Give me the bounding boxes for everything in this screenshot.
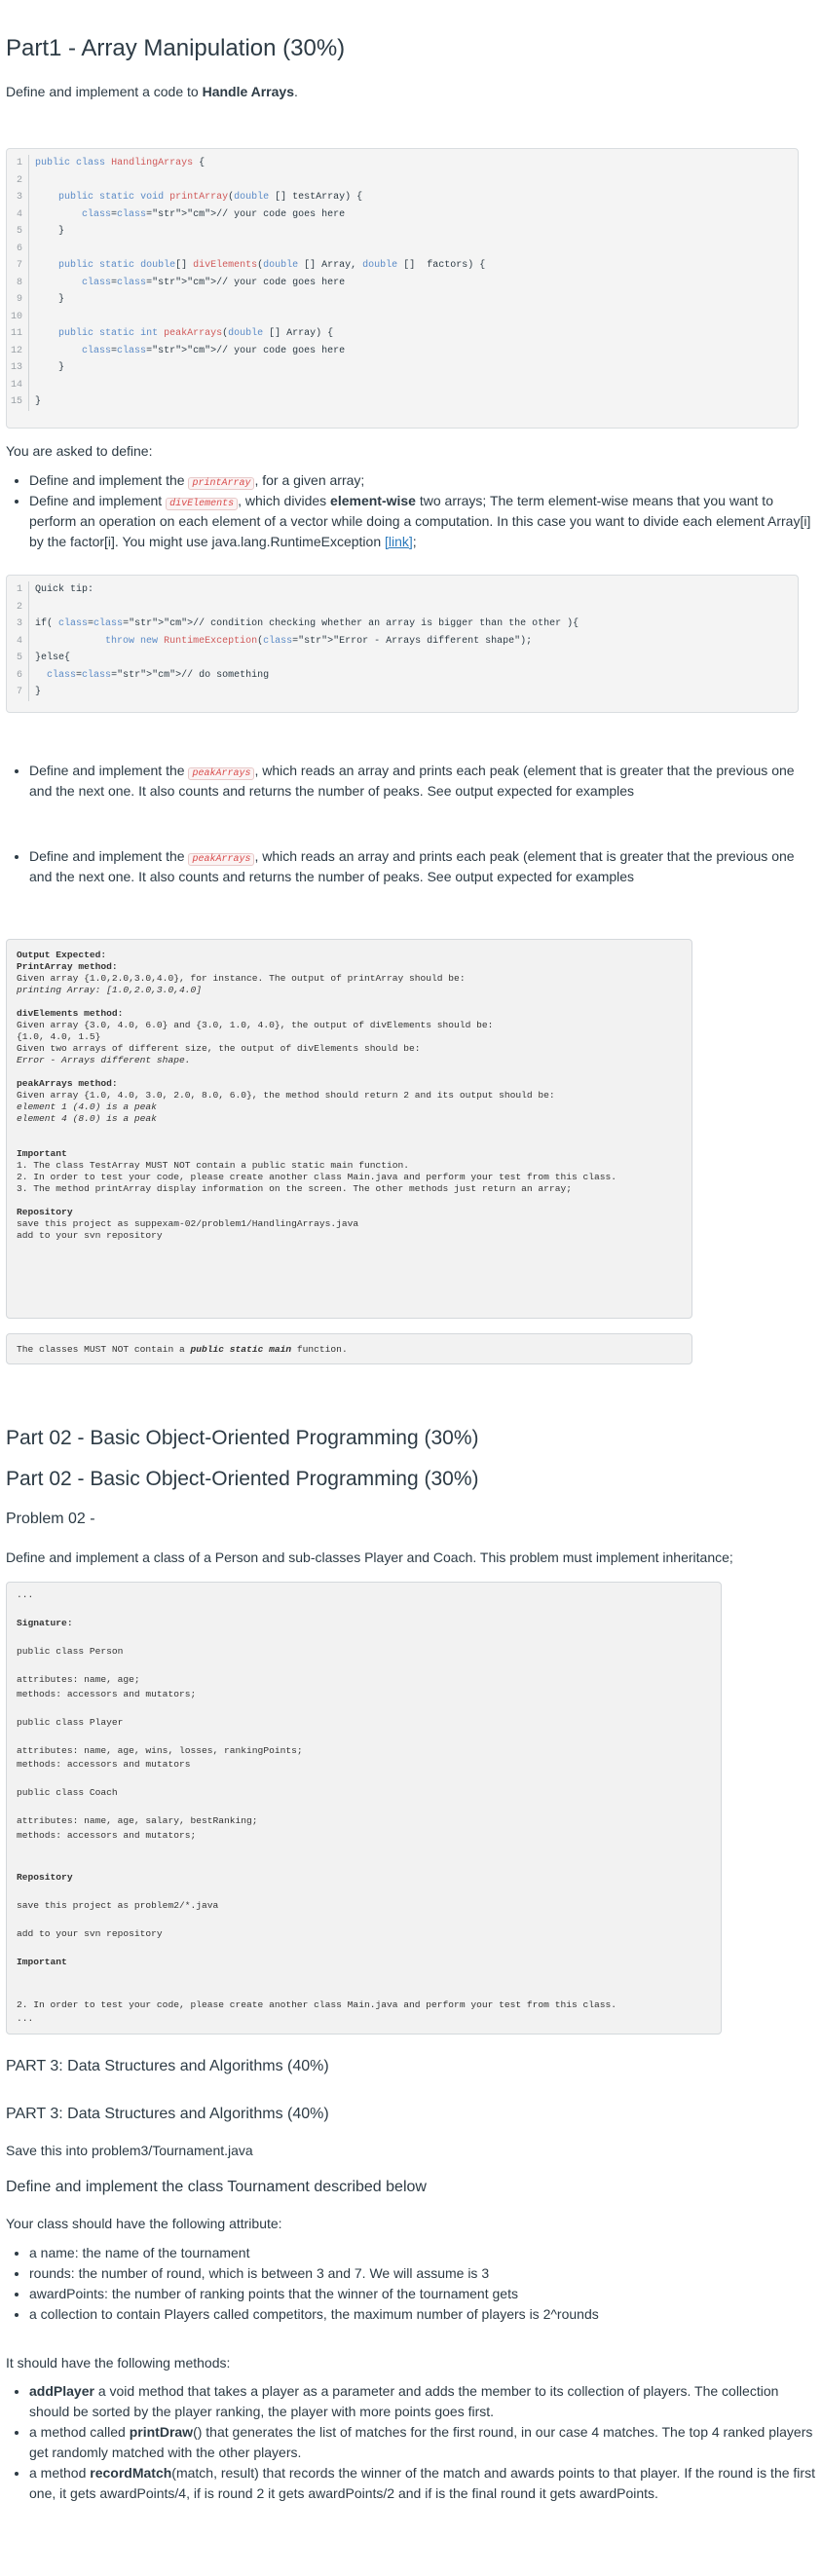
output-line: Error - Arrays different shape. — [17, 1055, 191, 1065]
output-line — [17, 1137, 682, 1148]
output-line — [17, 1914, 711, 1928]
code-text: } — [35, 226, 65, 238]
output-line: {1.0, 4.0, 1.5} — [17, 1031, 101, 1042]
line-number: 1 — [16, 584, 22, 596]
part2-desc: Define and implement a class of a Person and sub-classes Player and Coach. This problem must implement inheritance; — [6, 1549, 733, 1565]
code-text: } — [35, 687, 42, 698]
attribute-item: • rounds: the number of round, which is between 3 and 7. We will assume is 3 — [29, 2263, 818, 2284]
code-text: class=class="str">"cm">// do something — [47, 669, 270, 681]
code-line — [7, 275, 798, 292]
bullet-peak-1: • Define and implement the peakArrays , which reads an array and prints each peak (element that is greater that the previous one and the next one. It also counts and returns the number of peaks. See output expected for examples — [6, 761, 818, 802]
output-line — [17, 1843, 711, 1857]
method-record-match: • a method recordMatch(match, result) that records the winner of the match and awards points to that player. If the round is the first one, it gets awardPoints/4, if is round 2 it gets awardPoints/2 and if is the final round it gets awardPoints. — [29, 2463, 818, 2504]
part3-title-repeat: PART 3: Data Structures and Algorithms (40%) — [6, 2106, 329, 2122]
code-line — [7, 325, 798, 343]
line-number: 1 — [16, 158, 22, 169]
code-text: public static void printArray(double [] testArray) { — [58, 192, 363, 204]
attribute-item: • a collection to contain Players called competitors, the maximum number of players is 2^rounds — [29, 2304, 818, 2325]
code-line — [7, 633, 798, 651]
output-line: methods: accessors and mutators; — [17, 1829, 197, 1841]
attribute-item: • a name: the name of the tournament — [29, 2243, 818, 2263]
code-line — [7, 616, 798, 633]
line-number: 9 — [16, 294, 22, 306]
code-line — [7, 206, 798, 224]
code-line — [7, 223, 798, 241]
bullet-div-elements: • Define and implement divElements , which divides element-wise two arrays; The term element-wise means that you want to perform an operation on each element of a vector while doing a computation. In this case you want to divide each element Array[i] by the factor[i]. You might use java.lang.RuntimeException [link]; — [29, 491, 818, 552]
output-line: printing Array: [1.0,2.0,3.0,4.0] — [17, 985, 202, 995]
output-line — [17, 1195, 682, 1207]
output-line: 1. The class TestArray MUST NOT contain a public static main function. — [17, 1160, 410, 1171]
output-line: element 4 (8.0) is a peak — [17, 1113, 157, 1124]
output-line — [17, 1066, 682, 1078]
part1-code-box — [6, 148, 799, 429]
method-list — [6, 2381, 818, 2504]
line-number: 15 — [10, 396, 22, 408]
part1-title: Part1 - Array Manipulation (30%) — [6, 35, 346, 61]
output-line — [17, 1773, 711, 1787]
code-line — [7, 581, 798, 599]
code-text: public class HandlingArrays { — [35, 158, 206, 169]
line-number: 2 — [16, 174, 22, 186]
output-line — [17, 1984, 711, 1998]
output-line: attributes: name, age; — [17, 1674, 140, 1685]
line-number: 14 — [10, 379, 22, 391]
output-line — [17, 1660, 711, 1674]
code-block — [7, 155, 798, 411]
code-text: }else{ — [35, 653, 71, 664]
output-line: save this project as suppexam-02/problem1/HandlingArrays.java — [17, 1218, 359, 1229]
method-add-player: • addPlayer a void method that takes a player as a parameter and adds the member to its collection of players. The collection should be sorted by the player ranking, the player with more points goes first. — [29, 2381, 818, 2422]
code-text: throw new RuntimeException(class="str">"Error - Arrays different shape"); — [105, 635, 533, 647]
output-line: Given array {1.0,2.0,3.0,4.0}, for instance. The output of printArray should be: — [17, 973, 466, 984]
line-number: 11 — [10, 328, 22, 340]
problem-label: Problem 02 - — [6, 1511, 95, 1527]
output-line: attributes: name, age, wins, losses, rankingPoints; — [17, 1744, 303, 1756]
output-line: 3. The method printArray display information on the screen. The other methods just return an array; — [17, 1183, 572, 1194]
line-number: 7 — [16, 687, 22, 698]
output-line: Important — [17, 1148, 67, 1159]
code-text: } — [35, 396, 42, 408]
output-line: ... — [17, 2013, 34, 2024]
code-text: Quick tip: — [35, 584, 94, 596]
output-line: add to your svn repository — [17, 1230, 163, 1241]
code-text: class=class="str">"cm">// your code goes here — [82, 208, 346, 220]
runtime-exception-link[interactable]: [link] — [385, 534, 413, 549]
code-text: public static int peakArrays(double [] Array) { — [58, 328, 334, 340]
output-line — [17, 1885, 711, 1900]
output-line — [17, 1857, 711, 1872]
asked-text: You are asked to define: — [6, 443, 153, 459]
code-text: } — [35, 362, 65, 374]
code-text: if( class=class="str">"cm">// condition checking whether an array is bigger than the other ){ — [35, 618, 579, 630]
output-line: Output Expected: — [17, 950, 107, 960]
part2-title-repeat: Part 02 - Basic Object-Oriented Programming (30%) — [6, 1468, 479, 1490]
part1-bullets — [6, 470, 818, 552]
output-line: public class Person — [17, 1646, 124, 1657]
output-line: Repository — [17, 1872, 73, 1883]
signature-box — [6, 1582, 722, 2035]
output-line: Important — [17, 1957, 67, 1967]
line-number: 4 — [16, 208, 22, 220]
line-number: 10 — [10, 311, 22, 322]
code-text: } — [35, 294, 65, 306]
attribute-list — [6, 2243, 818, 2325]
save-instruction: Save this into problem3/Tournament.java — [6, 2143, 253, 2158]
output-line: Given two arrays of different size, the output of divElements should be: — [17, 1043, 421, 1054]
line-number: 2 — [16, 601, 22, 613]
code-line — [7, 377, 798, 394]
code-line — [7, 155, 798, 172]
output-line: Given array {3.0, 4.0, 6.0} and {3.0, 1.0, 4.0}, the output of divElements should be: — [17, 1020, 494, 1030]
line-number: 12 — [10, 345, 22, 356]
code-line — [7, 684, 798, 701]
line-number: 7 — [16, 260, 22, 272]
output-line: attributes: name, age, salary, bestRanking; — [17, 1815, 258, 1826]
attribute-item: • awardPoints: the number of ranking points that the winner of the tournament gets — [29, 2284, 818, 2304]
code-line — [7, 393, 798, 411]
output-line: PrintArray method: — [17, 961, 118, 972]
line-number: 3 — [16, 192, 22, 204]
output-line: element 1 (4.0) is a peak — [17, 1101, 157, 1112]
code-line — [7, 599, 798, 616]
output-line — [17, 1942, 711, 1957]
line-number: 5 — [16, 653, 22, 664]
output-line: 2. In order to test your code, please create another class Main.java and perform your test from this class. — [17, 1998, 617, 2010]
code-line — [7, 309, 798, 326]
code-printArray: printArray — [188, 477, 254, 490]
line-number: 5 — [16, 226, 22, 238]
method-print-draw: • a method called printDraw() that generates the list of matches for the first round, in our case 4 matches. The top 4 ranked players get randomly matched with the other players. — [29, 2422, 818, 2463]
code-line — [7, 650, 798, 667]
output-line — [17, 1730, 711, 1744]
output-line: Given array {1.0, 4.0, 3.0, 2.0, 8.0, 6.0}, the method should return 2 and its output should be: — [17, 1090, 555, 1101]
output-line: ... — [17, 1589, 34, 1600]
quick-tip-box — [6, 575, 799, 713]
code-line — [7, 343, 798, 360]
code-block — [7, 581, 798, 701]
line-number: 3 — [16, 618, 22, 630]
code-peakArrays: peakArrays — [188, 853, 254, 866]
output-line: divElements method: — [17, 1008, 124, 1019]
output-line — [17, 996, 682, 1008]
code-text: class=class="str">"cm">// your code goes here — [82, 277, 346, 288]
line-number: 6 — [16, 669, 22, 681]
code-peakArrays: peakArrays — [188, 767, 254, 780]
output-line: public class Coach — [17, 1787, 118, 1798]
line-number: 8 — [16, 277, 22, 288]
part1-intro: Define and implement a code to Handle Arrays. — [6, 84, 298, 99]
code-line — [7, 241, 798, 258]
code-line — [7, 172, 798, 190]
output-line — [17, 1603, 711, 1618]
output-line: 2. In order to test your code, please create another class Main.java and perform your test from this class. — [17, 1172, 617, 1182]
attr-intro: Your class should have the following attribute: — [6, 2216, 282, 2231]
output-line — [17, 1970, 711, 1985]
output-line — [17, 1125, 682, 1137]
output-line: peakArrays method: — [17, 1078, 118, 1089]
code-line — [7, 189, 798, 206]
bullet-peak-2: • Define and implement the peakArrays , which reads an array and prints each peak (element that is greater that the previous one and the next one. It also counts and returns the number of peaks. See output expected for examples — [6, 846, 818, 887]
methods-intro: It should have the following methods: — [6, 2355, 231, 2371]
tournament-heading: Define and implement the class Tournament described below — [6, 2179, 427, 2195]
main-function-note: The classes MUST NOT contain a public static main function. — [6, 1333, 692, 1364]
code-line — [7, 257, 798, 275]
part3-title: PART 3: Data Structures and Algorithms (40%) — [6, 2058, 329, 2074]
part2-title: Part 02 - Basic Object-Oriented Programming (30%) — [6, 1427, 479, 1449]
output-line: methods: accessors and mutators; — [17, 1688, 197, 1699]
output-line: add to your svn repository — [17, 1928, 163, 1939]
output-line: Repository — [17, 1207, 73, 1217]
output-line — [17, 1701, 711, 1716]
output-line: save this project as problem2/*.java — [17, 1900, 219, 1911]
output-line — [17, 1801, 711, 1815]
line-number: 6 — [16, 243, 22, 254]
bullet-print-array: • Define and implement the printArray , for a given array; — [29, 470, 818, 491]
line-number: 13 — [10, 362, 22, 374]
output-line — [17, 1631, 711, 1646]
output-line: Signature: — [17, 1618, 73, 1628]
code-text: public static double[] divElements(double [] Array, double [] factors) { — [58, 260, 486, 272]
output-expected-box — [6, 939, 692, 1319]
output-line: methods: accessors and mutators — [17, 1759, 191, 1770]
code-line — [7, 291, 798, 309]
code-line — [7, 359, 798, 377]
line-number: 4 — [16, 635, 22, 647]
code-divElements: divElements — [166, 498, 238, 510]
code-text: class=class="str">"cm">// your code goes here — [82, 345, 346, 356]
code-line — [7, 667, 798, 685]
output-line: public class Player — [17, 1716, 124, 1728]
